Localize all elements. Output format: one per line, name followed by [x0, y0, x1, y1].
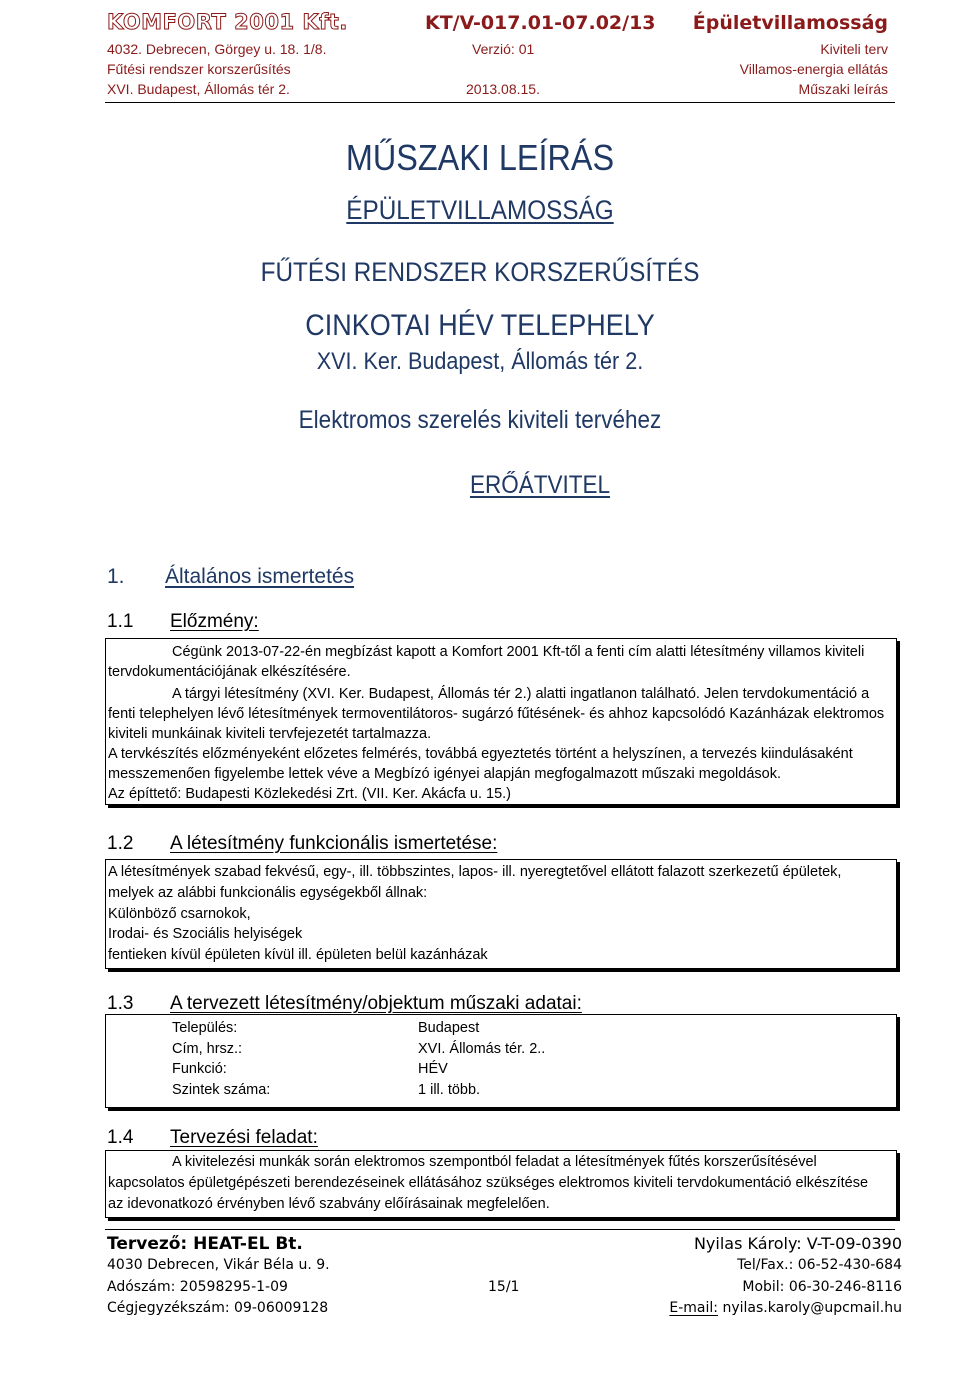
data-label-1: Település: — [172, 1020, 238, 1036]
header-project: Fűtési rendszer korszerűsítés — [107, 61, 291, 77]
s14-line-3: az idevonatkozó érvényben lévő szabvány előírásainak megfelelően. — [108, 1196, 550, 1212]
title-subject: Elektromos szerelés kiviteli tervéhez — [298, 406, 662, 434]
footer-telfax: Tel/Fax.: 06-52-430-684 — [737, 1257, 902, 1273]
title-site: CINKOTAI HÉV TELEPHELY — [305, 309, 655, 342]
s12-line-3: Különböző csarnokok, — [108, 906, 251, 922]
title-address: XVI. Ker. Budapest, Állomás tér 2. — [316, 348, 644, 375]
data-value-1: Budapest — [418, 1020, 480, 1036]
section-1-4-title: Tervezési feladat: — [170, 1127, 318, 1148]
header-divider — [105, 102, 895, 103]
section-1-4-number: 1.4 — [107, 1127, 134, 1148]
company-logo-text: KOMFORT 2001 Kft. — [107, 10, 348, 34]
s12-line-1: A létesítmények szabad fekvésű, egy-, ill. többszintes, lapos- ill. nyeregtetővel ellátott falazott szerkezetű épületek, — [108, 864, 842, 880]
title-discipline: ÉPÜLETVILLAMOSSÁG — [346, 195, 614, 225]
data-value-2: XVI. Állomás tér. 2.. — [418, 1041, 546, 1057]
data-value-3: HÉV — [418, 1061, 448, 1077]
footer-email[interactable] — [669, 1300, 902, 1316]
section-1-1-title: Előzmény: — [170, 611, 259, 632]
discipline: Épületvillamosság — [692, 12, 888, 34]
s14-line-1: A kivitelezési munkák során elektromos szempontból feladat a létesítmények fűtés korszerűsítésével — [172, 1154, 817, 1170]
footer-designer: Tervező: HEAT-EL Bt. — [107, 1234, 303, 1254]
footer-email-address[interactable]: nyilas.karoly@upcmail.hu — [718, 1300, 902, 1316]
section-1-1-number: 1.1 — [107, 611, 134, 632]
footer-page-number: 15/1 — [488, 1279, 520, 1295]
section-1-title: Általános ismertetés — [165, 565, 355, 588]
s11-line-2: tervdokumentációjának elkészítésére. — [108, 664, 351, 680]
s12-line-5: fentieken kívül épületen kívül ill. épületen belül kazánházak — [108, 947, 488, 963]
section-1-3-number: 1.3 — [107, 993, 134, 1014]
footer-mobile: Mobil: 06-30-246-8116 — [742, 1279, 902, 1295]
header-supply: Villamos-energia ellátás — [739, 61, 888, 77]
title-main: MŰSZAKI LEÍRÁS — [345, 137, 615, 178]
data-label-2: Cím, hrsz.: — [172, 1041, 243, 1057]
s11-line-5: kiviteli munkáinak kiviteli tervfejezetét tartalmazza. — [108, 726, 432, 742]
s12-line-4: Irodai- és Szociális helyiségek — [108, 926, 303, 942]
s12-line-2: melyek az alábbi funkcionális egységekből állnak: — [108, 885, 428, 901]
header-site: XVI. Budapest, Állomás tér 2. — [107, 81, 290, 97]
footer-email-label: E-mail: — [669, 1300, 718, 1316]
s11-line-8: Az építtető: Budapesti Közlekedési Zrt. (VII. Ker. Akácfa u. 15.) — [108, 786, 511, 802]
s14-line-2: kapcsolatos épületgépészeti berendezéseinek ellátásához szükséges elektromos kiviteli tervdokumentáció elkészítése — [108, 1175, 869, 1191]
footer-tax: Adószám: 20598295-1-09 — [107, 1279, 288, 1295]
data-label-4: Szintek száma: — [172, 1082, 271, 1098]
section-1-number: 1. — [107, 565, 125, 588]
footer-designer-name: Nyilas Károly: V-T-09-0390 — [693, 1234, 902, 1253]
s11-line-1: Cégünk 2013-07-22-én megbízást kapott a Komfort 2001 Kft-től a fenti cím alatti létesítmény villamos kiviteli — [172, 644, 865, 660]
data-value-4: 1 ill. több. — [418, 1082, 481, 1098]
footer-divider — [105, 1229, 895, 1230]
section-1-3-title: A tervezett létesítmény/objektum műszaki adatai: — [170, 993, 582, 1014]
s11-line-6: A tervkészítés előzményeként előzetes felmérés, továbbá egyeztetés történt a helyszínen, a tervezés kiindulásaként — [108, 746, 853, 762]
doc-code: KT/V-017.01-07.02/13 — [425, 12, 656, 34]
data-label-3: Funkció: — [172, 1061, 227, 1077]
footer-address: 4030 Debrecen, Vikár Béla u. 9. — [107, 1257, 330, 1273]
title-project: FŰTÉSI RENDSZER KORSZERŰSÍTÉS — [260, 257, 700, 287]
s11-line-4: fenti telephelyen lévő létesítmények termoventilátoros- sugárzó fűtésének- és ahhoz kapcsolódó Kazánházak elektromos — [108, 706, 885, 722]
title-power: ERŐÁTVITEL — [469, 471, 611, 499]
header-doc-type: Műszaki leírás — [798, 81, 888, 97]
header-plan-type: Kiviteli terv — [820, 41, 888, 57]
section-1-2-title: A létesítmény funkcionális ismertetése: — [170, 833, 498, 854]
s11-line-3: A tárgyi létesítmény (XVI. Ker. Budapest, Állomás tér 2.) alatti ingatlanon található. Jelen tervdokumentáció a — [172, 686, 870, 702]
section-1-2-number: 1.2 — [107, 833, 134, 854]
s11-line-7: messzemenően figyelembe lettek véve a Megbízó igényei alapján megfogalmazott műszaki megoldások. — [108, 766, 781, 782]
footer-reg-number: Cégjegyzékszám: 09-06009128 — [107, 1300, 329, 1316]
header-version: Verzió: 01 — [472, 41, 535, 57]
header-date: 2013.08.15. — [466, 81, 540, 97]
header-address: 4032. Debrecen, Görgey u. 18. 1/8. — [107, 41, 327, 57]
